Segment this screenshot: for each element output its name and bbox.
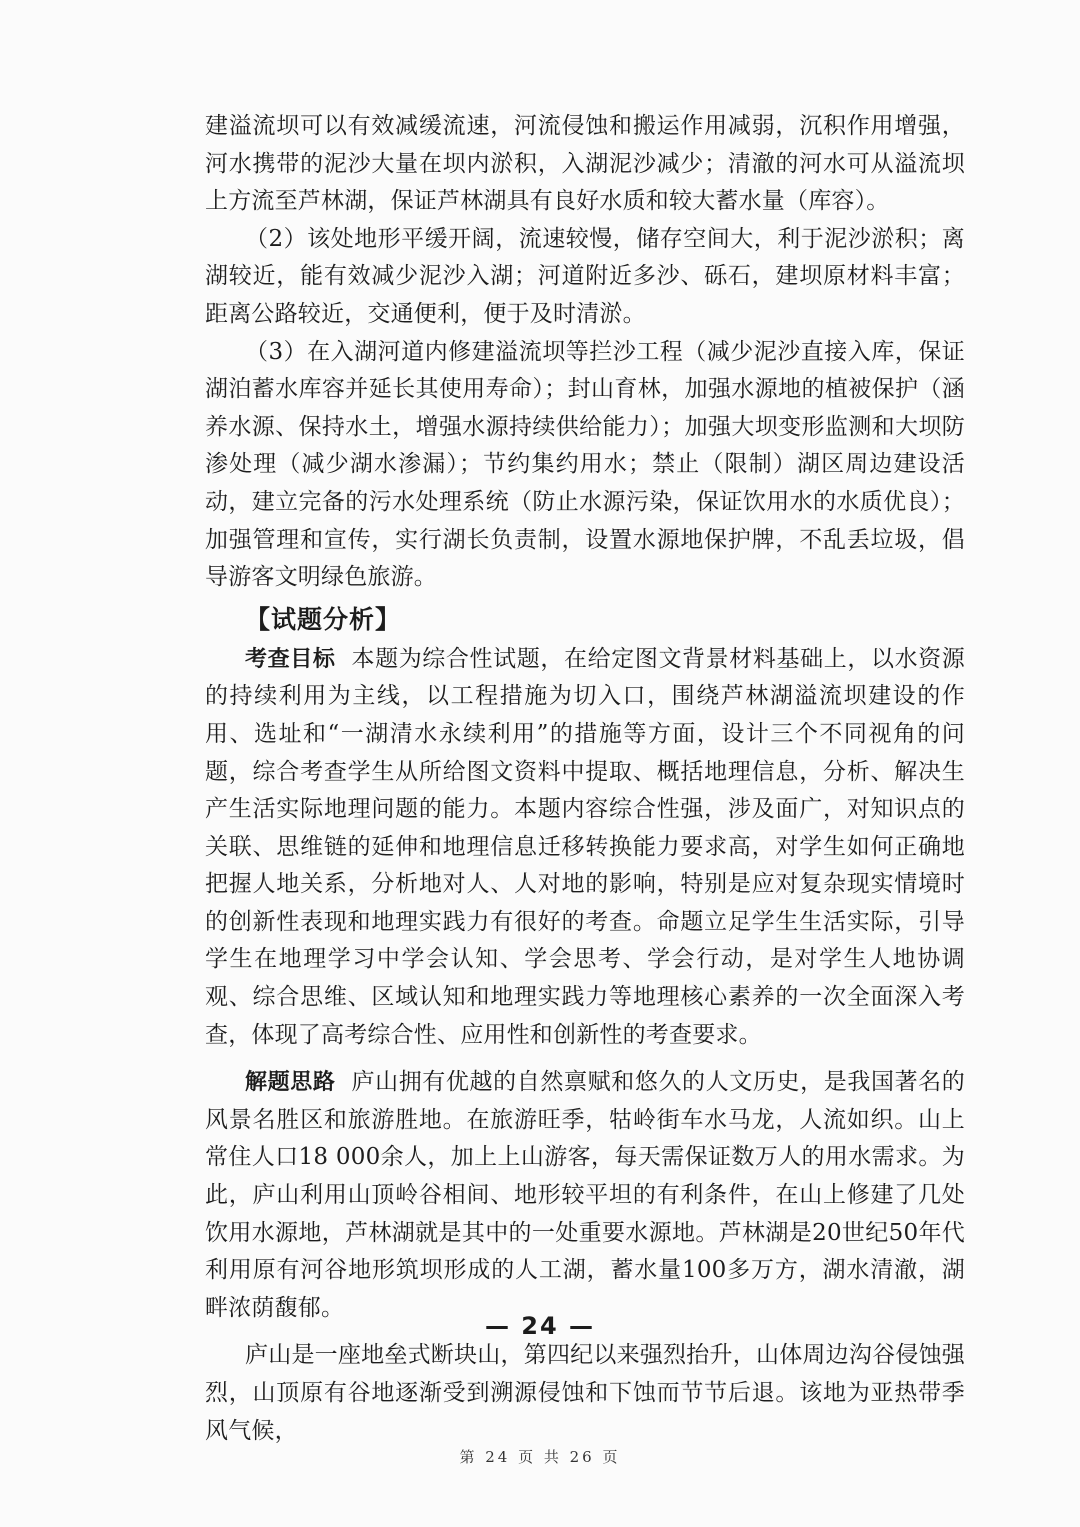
approach-text: 庐山拥有优越的自然禀赋和悠久的人文历史，是我国著名的风景名胜区和旅游胜地。在旅游旺季，牯岭街车水马龙，人流如织。山上常住人口18 000余人，加上上山游客，每天需保证数万人的用水需求。为此，庐山利用山顶岭谷相间、地形较平坦的有利条件，在山上修建了几处饮用水源地，芦林湖就是其中的一处重要水源地。芦林湖是20世纪50年代利用原有河谷地形筑坝形成的人工湖，蓄水量100多万方，湖水清澈，湖畔浓荫馥郁。 bbox=[205, 1069, 965, 1321]
paragraph-last: 庐山是一座地垒式断块山，第四纪以来强烈抬升，山体周边沟谷侵蚀强烈，山顶原有谷地逐渐受到溯源侵蚀和下蚀而节节后退。该地为亚热带季风气候， bbox=[205, 1342, 965, 1444]
paragraph-approach bbox=[205, 1064, 965, 1327]
approach-label: 解题思路 bbox=[245, 1070, 336, 1096]
page-number: — 24 — bbox=[484, 1312, 596, 1340]
goal-label: 考查目标 bbox=[245, 646, 336, 672]
paragraph-answer-1: 建溢流坝可以有效减缓流速，河流侵蚀和搬运作用减弱，沉积作用增强，河水携带的泥沙大量在坝内淤积，入湖泥沙减少；清澈的河水可从溢流坝上方流至芦林湖，保证芦林湖具有良好水质和较大蓄水量（库容）。 bbox=[205, 113, 965, 215]
paragraph-answer-2: （2）该处地形平缓开阔，流速较慢，储存空间大，利于泥沙淤积；离湖较近，能有效减少泥沙入湖；河道附近多沙、砾石，建坝原材料丰富；距离公路较近，交通便利，便于及时清淤。 bbox=[205, 225, 965, 327]
paragraph-goal bbox=[205, 641, 965, 1055]
paragraph-answer-3: （3）在入湖河道内修建溢流坝等拦沙工程（减少泥沙直接入库，保证湖泊蓄水库容并延长其使用寿命）；封山育林，加强水源地的植被保护（涵养水源、保持水土，增强水源持续供给能力）；加强大坝变形监测和大坝防渗处理（减少湖水渗漏）；节约集约用水；禁止（限制）湖区周边建设活动，建立完备的污水处理系统（防止水源污染，保证饮用水的水质优良）；加强管理和宣传，实行湖长负责制，设置水源地保护牌，不乱丢垃圾，倡导游客文明绿色旅游。 bbox=[205, 338, 965, 591]
page-body bbox=[205, 108, 965, 1450]
goal-text: 本题为综合性试题，在给定图文背景材料基础上，以水资源的持续利用为主线，以工程措施为切入口，围绕芦林湖溢流坝建设的作用、选址和“一湖清水永续利用”的措施等方面，设计三个不同视角的问题，综合考查学生从所给图文资料中提取、概括地理信息，分析、解决生产生活实际地理问题的能力。本题内容综合性强，涉及面广，对知识点的关联、思维链的延伸和地理信息迁移转换能力要求高，对学生如何正确地把握人地关系，分析地对人、人对地的影响，特别是应对复杂现实情境时的创新性表现和地理实践力有很好的考查。命题立足学生生活实际，引导学生在地理学习中学会认知、学会思考、学会行动，是对学生人地协调观、综合思维、区域认知和地理实践力等地理核心素养的一次全面深入考查，体现了高考综合性、应用性和创新性的考查要求。 bbox=[205, 645, 965, 1048]
page-footer: 第 24 页 共 26 页 bbox=[459, 1448, 621, 1466]
section-heading: 【试题分析】 bbox=[245, 604, 402, 634]
